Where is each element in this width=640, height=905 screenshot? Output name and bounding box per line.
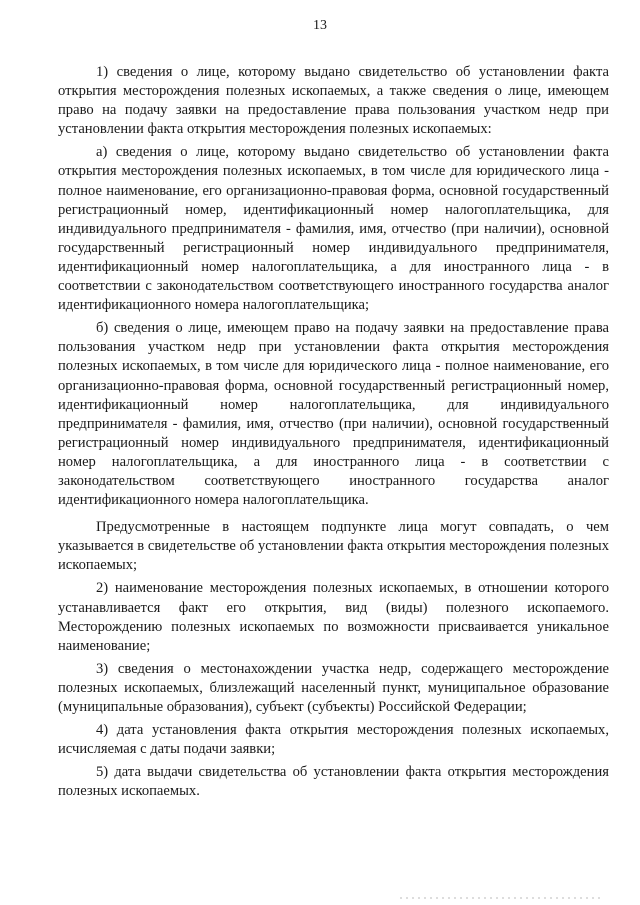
document-body	[58, 63, 609, 801]
paragraph-1a: а) сведения о лице, которому выдано свидетельство об установлении факта открытия месторождения полезных ископаемых, в том числе для юридического лица - полное наименование, его организационно-правовая форма, основной государственный регистрационный номер, идентификационный номер налогоплательщика, для индивидуального предпринимателя - фамилия, имя, отчество (при наличии), основной государственный регистрационный номер индивидуального предпринимателя, идентификационный номер налогоплательщика, а для иностранного лица - в соответствии с законодательством соответствующего иностранного государства аналог идентификационного номера налогоплательщика;	[58, 144, 609, 314]
paragraph-3: 3) сведения о местонахождении участка недр, содержащего месторождение полезных ископаемых, близлежащий населенный пункт, муниципальное образование (муниципальные образования), субъект (субъекты) Российской Федерации;	[58, 660, 609, 715]
paragraph-1: 1) сведения о лице, которому выдано свидетельство об установлении факта открытия месторождения полезных ископаемых, а также сведения о лице, имеющем право на подачу заявки на предоставление права пользования участком недр при установлении факта открытия месторождения полезных ископаемых:	[58, 64, 609, 138]
scan-artifact	[400, 897, 600, 899]
paragraph-2: 2) наименование месторождения полезных ископаемых, в отношении которого устанавливается факт его открытия, вид (виды) полезного ископаемого. Месторождению полезных ископаемых по возможности присваивается уникальное наименование;	[58, 580, 609, 654]
paragraph-4: 4) дата установления факта открытия месторождения полезных ископаемых, исчисляемая с даты подачи заявки;	[58, 722, 609, 758]
paragraph-1b: б) сведения о лице, имеющем право на подачу заявки на предоставление права пользования участком недр при установлении факта открытия месторождения полезных ископаемых, в том числе для юридического лица - полное наименование, его организационно-правовая форма, основной государственный регистрационный номер, идентификационный номер налогоплательщика, для индивидуального предпринимателя - фамилия, имя, отчество (при наличии), основной государственный регистрационный номер индивидуального предпринимателя, идентификационный номер налогоплательщика, а для иностранного лица - в соответствии с законодательством соответствующего иностранного государства аналог идентификационного номера налогоплательщика.	[58, 320, 609, 509]
page-number: 13	[313, 18, 327, 33]
paragraph-5: 5) дата выдачи свидетельства об установлении факта открытия месторождения полезных ископаемых.	[58, 764, 609, 800]
paragraph-note: Предусмотренные в настоящем подпункте лица могут совпадать, о чем указывается в свидетельстве об установлении факта открытия месторождения полезных ископаемых;	[58, 519, 609, 574]
